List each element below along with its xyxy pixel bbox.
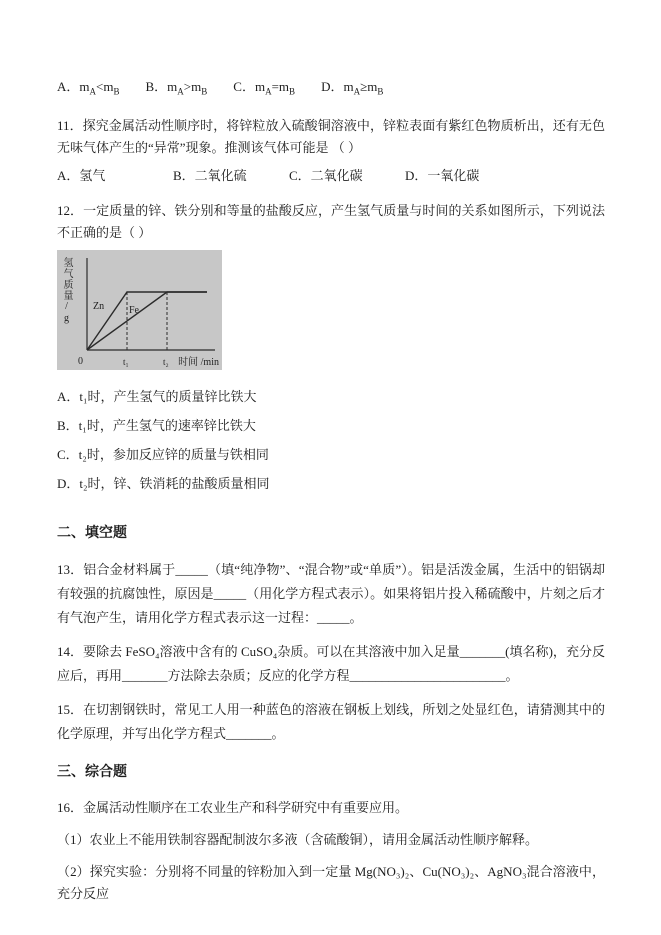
subscript-b: B [201,86,208,97]
q11-option-d: D．一氧化碳 [405,167,480,183]
subscript-b: B [289,86,296,97]
graph-series-label-fe: Fe [129,304,139,316]
subscript-b: B [377,86,384,97]
graph-origin-label: 0 [78,355,83,367]
q11-option-c: C．二氧化碳 [289,167,363,183]
q10-option-c [233,76,295,103]
q16-part-1: （1）农业上不能用铁制容器配制波尔多液（含硫酸铜），请用金属活动性顺序解释。 [57,831,539,847]
q14-stem: 14．要除去 FeSO₄溶液中含有的 CuSO₄杂质。可以在其溶液中加入足量_______(填名称)，充分反应后，再用_______方法除去杂质；反应的化学方程________________________。 [57,643,605,683]
q12-stem: 12．一定质量的锌、铁分别和等量的盐酸反应，产生氢气质量与时间的关系如图所示，下列说法不正确的是（ ） [57,202,605,240]
mass-symbol: m [79,79,90,94]
mass-symbol: m [103,79,114,94]
q13-stem: 13．铝合金材料属于_____（填“纯净物”、“混合物”或“单质”）。铝是活泼金属，生活中的铝锅却有较强的抗腐蚀性，原因是_____（用化学方程式表示）。如果将铝片投入稀硫酸中，片刻之后才有气泡产生，请用化学方程式表示这一过程：_____。 [57,561,605,625]
q12-option-b: B．t₁时，产生氢气的速率锌比铁大 [57,417,256,433]
graph-series-label-zn: Zn [93,300,105,312]
subscript-a: A [89,86,97,97]
mass-symbol: m [167,79,178,94]
comparison-operator: < [96,79,104,94]
q12-option-a: A．t₁时，产生氢气的质量锌比铁大 [57,388,257,404]
subscript-a: A [265,86,272,97]
q12-option-d: D．t₂时，锌、铁消耗的盐酸质量相同 [57,475,270,491]
subscript-a: A [353,86,361,97]
subscript-b: B [113,86,120,97]
section-heading-fill: 二、填空题 [57,525,127,541]
q10-options-row [57,76,605,103]
option-label: A． [57,79,80,94]
reaction-graph [57,250,222,370]
graph-ylabel: 氢气质量/g [61,256,72,325]
q10-option-b [146,76,208,103]
graph-xlabel: 时间 /min [178,356,219,368]
q11-option-a: A．氢气 [57,167,106,183]
option-label: D． [321,79,344,94]
q10-option-a [57,76,120,103]
option-label: C． [233,79,255,94]
comparison-operator: = [271,79,279,94]
comparison-operator: ≥ [360,79,368,94]
graph-tick-t1: t₁ [123,356,129,367]
q11-options-row [57,165,605,187]
graph-tick-t2: t₂ [163,356,169,367]
q11-stem: 11．探究金属活动性顺序时，将锌粒放入硫酸铜溶液中，锌粒表面有紫红色物质析出，还有无色无味气体产生的“异常”现象。推测该气体可能是 （ ） [57,117,605,155]
mass-symbol: m [367,79,378,94]
section-heading-comprehensive: 三、综合题 [57,764,127,780]
q16-stem: 16．金属活动性顺序在工农业生产和科学研究中有重要应用。 [57,799,409,815]
q10-option-d [321,76,383,103]
q15-stem: 15．在切割钢铁时，常见工人用一种蓝色的溶液在钢板上划线，所划之处显红色，请猜测其中的化学原理，并写出化学方程式_______。 [57,701,605,741]
graph-canvas [57,250,222,370]
mass-symbol: m [191,79,202,94]
subscript-a: A [177,86,184,97]
q11-option-b: B．二氧化硫 [173,167,247,183]
mass-symbol: m [278,79,290,94]
comparison-operator: > [183,79,192,94]
mass-symbol: m [343,79,354,94]
graph-background [57,250,222,370]
q16-part-2: （2）探究实验：分别将不同量的锌粉加入到一定量 Mg(NO₃)₂、Cu(NO₃)₂、AgNO₃混合溶液中，充分反应 [57,863,605,901]
option-label: B． [145,79,168,94]
q12-option-c: C．t₂时，参加反应锌的质量与铁相同 [57,446,269,462]
mass-symbol: m [254,79,266,94]
